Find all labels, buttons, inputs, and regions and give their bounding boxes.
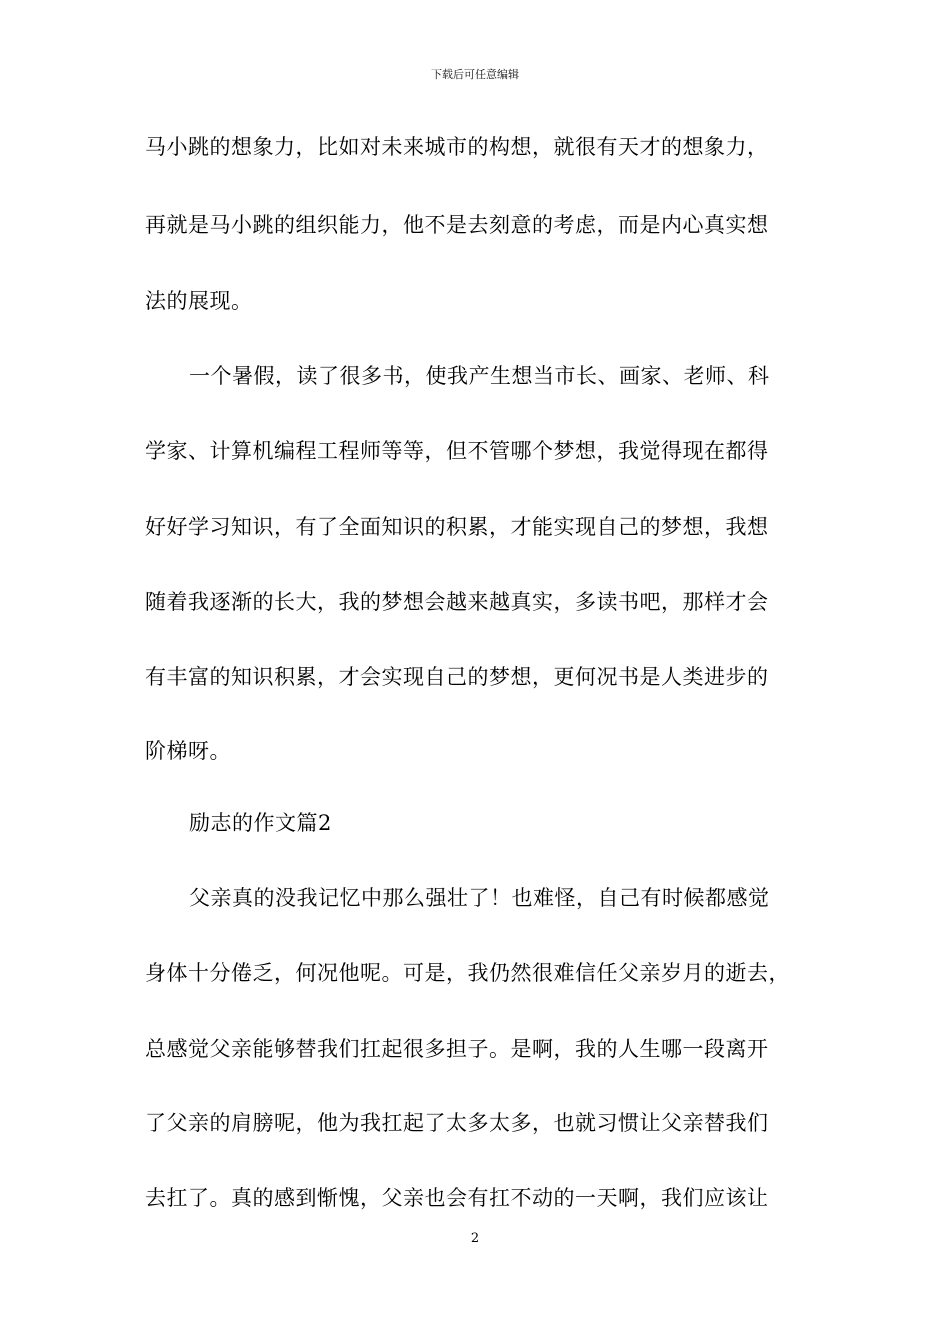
body-line: 去扛了。真的感到惭愧，父亲也会有扛不动的一天啊，我们应该让 <box>145 1186 769 1210</box>
body-line: 总感觉父亲能够替我们扛起很多担子。是啊，我的人生哪一段离开 <box>145 1037 769 1061</box>
page-number: 2 <box>470 1231 480 1246</box>
body-line: 了父亲的肩膀呢，他为我扛起了太多太多，也就习惯让父亲替我们 <box>145 1111 769 1135</box>
body-line: 好好学习知识，有了全面知识的积累，才能实现自己的梦想，我想 <box>145 515 769 539</box>
body-line: 阶梯呀。 <box>145 739 231 763</box>
page-header: 下载后可任意编辑 <box>431 68 519 81</box>
body-line: 法的展现。 <box>145 289 253 313</box>
body-line: 随着我逐渐的长大，我的梦想会越来越真实，多读书吧，那样才会 <box>145 590 769 614</box>
body-line: 学家、计算机编程工程师等等，但不管哪个梦想，我觉得现在都得 <box>145 439 769 463</box>
section-title: 励志的作文篇2 <box>189 811 332 835</box>
body-line: 一个暑假，读了很多书，使我产生想当市长、画家、老师、科 <box>189 364 770 388</box>
body-line: 父亲真的没我记忆中那么强壮了！也难怪，自己有时候都感觉 <box>189 886 770 910</box>
body-line: 有丰富的知识积累，才会实现自己的梦想，更何况书是人类进步的 <box>145 665 769 689</box>
body-line: 马小跳的想象力，比如对未来城市的构想，就很有天才的想象力， <box>145 135 769 159</box>
body-line: 身体十分倦乏，何况他呢。可是，我仍然很难信任父亲岁月的逝去， <box>145 961 790 985</box>
body-line: 再就是马小跳的组织能力，他不是去刻意的考虑，而是内心真实想 <box>145 213 769 237</box>
